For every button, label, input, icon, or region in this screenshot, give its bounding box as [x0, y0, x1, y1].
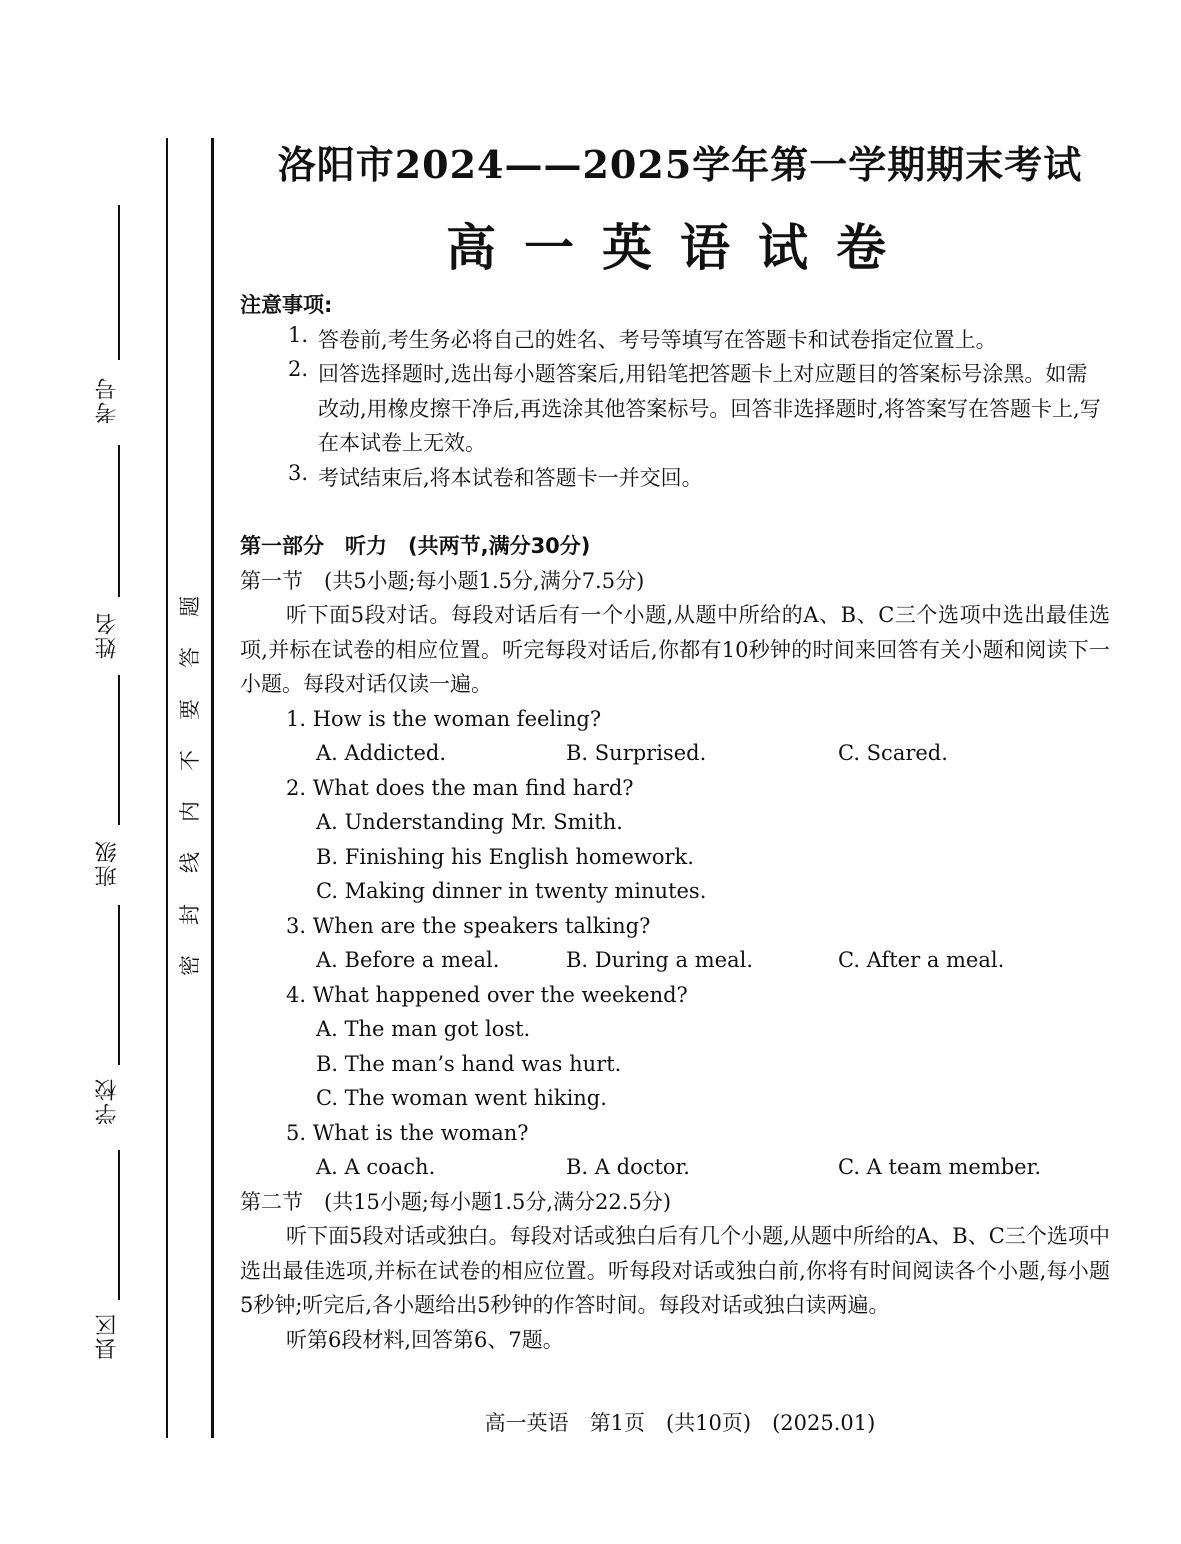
notice-item [240, 357, 1110, 461]
notice-num: 1. [288, 322, 309, 347]
side-field-school[interactable] [92, 905, 132, 1135]
seal-char: 线 [177, 852, 202, 874]
side-field-exam-number[interactable] [92, 205, 132, 445]
side-label: 班级 [95, 839, 120, 887]
option[interactable]: A. A coach. [316, 1155, 436, 1179]
option[interactable]: C. The woman went hiking. [316, 1086, 607, 1110]
fill-line [118, 905, 120, 1065]
notice-item [240, 461, 1110, 496]
side-label: 姓名 [95, 611, 120, 659]
section1-heading: 第一节 (共5小题;每小题1.5分,满分7.5分) [240, 568, 645, 593]
page-footer: 高一英语 第1页 (共10页) (2025.01) [484, 1411, 876, 1435]
option[interactable]: A. Before a meal. [316, 948, 500, 972]
section1-instructions: 听下面5段对话。每段对话后有一个小题,从题中所给的A、B、C三个选项中选出最佳选项,并标在试卷的相应位置。听完每段对话后,你都有10秒钟的时间来回答有关小题和阅读下一小题。每段对话仅读一遍。 [240, 603, 1110, 696]
section2-material: 听第6段材料,回答第6、7题。 [286, 1327, 564, 1352]
seal-line-text [172, 596, 208, 976]
notice-num: 2. [288, 357, 309, 381]
fill-line [118, 445, 120, 597]
option[interactable]: B. A doctor. [566, 1155, 690, 1179]
notice-text: 考试结束后,将本试卷和答题卡一并交回。 [318, 465, 703, 490]
question-stem: 3. When are the speakers talking? [286, 913, 651, 938]
option[interactable]: C. A team member. [838, 1155, 1042, 1179]
question-stem: 1. How is the woman feeling? [286, 706, 602, 731]
question-stem: 4. What happened over the weekend? [286, 982, 688, 1007]
notice-text: 回答选择题时,选出每小题答案后,用铅笔把答题卡上对应题目的答案标号涂黑。如需改动,用橡皮擦干净后,再选涂其他答案标号。回答非选择题时,将答案写在答题卡上,写在本试卷上无效。 [318, 362, 1101, 455]
margin-line-outer [166, 138, 168, 1438]
seal-char: 不 [177, 749, 202, 771]
notice-heading: 注意事项: [240, 293, 333, 317]
side-field-name[interactable] [92, 445, 132, 675]
option[interactable]: B. Finishing his English homework. [316, 844, 694, 869]
notice-text: 答卷前,考生务必将自己的姓名、考号等填写在答题卡和试卷指定位置上。 [318, 327, 997, 352]
fill-line [118, 205, 120, 360]
fill-line [118, 1150, 120, 1300]
side-field-county[interactable] [92, 1150, 132, 1370]
option[interactable]: A. Understanding Mr. Smith. [316, 810, 623, 834]
question-stem: 2. What does the man find hard? [286, 775, 634, 800]
seal-char: 题 [177, 596, 202, 617]
option[interactable]: B. Surprised. [566, 741, 707, 765]
option-row [240, 1150, 1110, 1185]
notice-item [240, 323, 1110, 358]
option[interactable]: A. Addicted. [316, 741, 447, 765]
option[interactable]: B. During a meal. [566, 948, 753, 972]
seal-char: 封 [177, 903, 202, 925]
option[interactable]: A. The man got lost. [316, 1017, 531, 1041]
section2-heading: 第二节 (共15小题;每小题1.5分,满分22.5分) [240, 1189, 672, 1214]
seal-char: 要 [177, 698, 202, 720]
margin-line-inner [211, 138, 214, 1438]
option[interactable]: C. Scared. [838, 741, 948, 765]
option[interactable]: C. Making dinner in twenty minutes. [316, 879, 707, 903]
option[interactable]: C. After a meal. [838, 948, 1005, 972]
section2-instructions: 听下面5段对话或独白。每段对话或独白后有几个小题,从题中所给的A、B、C三个选项中选出最佳选项,并标在试卷的相应位置。听每段对话或独白前,你将有时间阅读各个小题,每小题5秒钟;听完后,各小题给出5秒钟的作答时间。每段对话或独白读两遍。 [240, 1224, 1110, 1317]
side-label: 学校 [95, 1077, 120, 1125]
exam-subtitle: 高一英语试卷 [446, 218, 914, 277]
notice-num: 3. [288, 460, 309, 485]
side-label: 县区 [95, 1312, 120, 1360]
exam-body [240, 288, 1110, 1357]
seal-char: 答 [177, 647, 202, 669]
question-stem: 5. What is the woman? [286, 1120, 529, 1145]
side-field-class[interactable] [92, 675, 132, 905]
option[interactable]: B. The man’s hand was hurt. [316, 1051, 622, 1076]
part1-heading: 第一部分 听力 (共两节,满分30分) [240, 534, 591, 558]
option-row [240, 943, 1110, 978]
fill-line [118, 675, 120, 825]
option-row [240, 736, 1110, 771]
exam-title: 洛阳市2024——2025学年第一学期期末考试 [277, 142, 1083, 187]
seal-char: 内 [177, 801, 202, 823]
seal-char: 密 [177, 954, 202, 976]
side-label: 考号 [95, 376, 120, 424]
